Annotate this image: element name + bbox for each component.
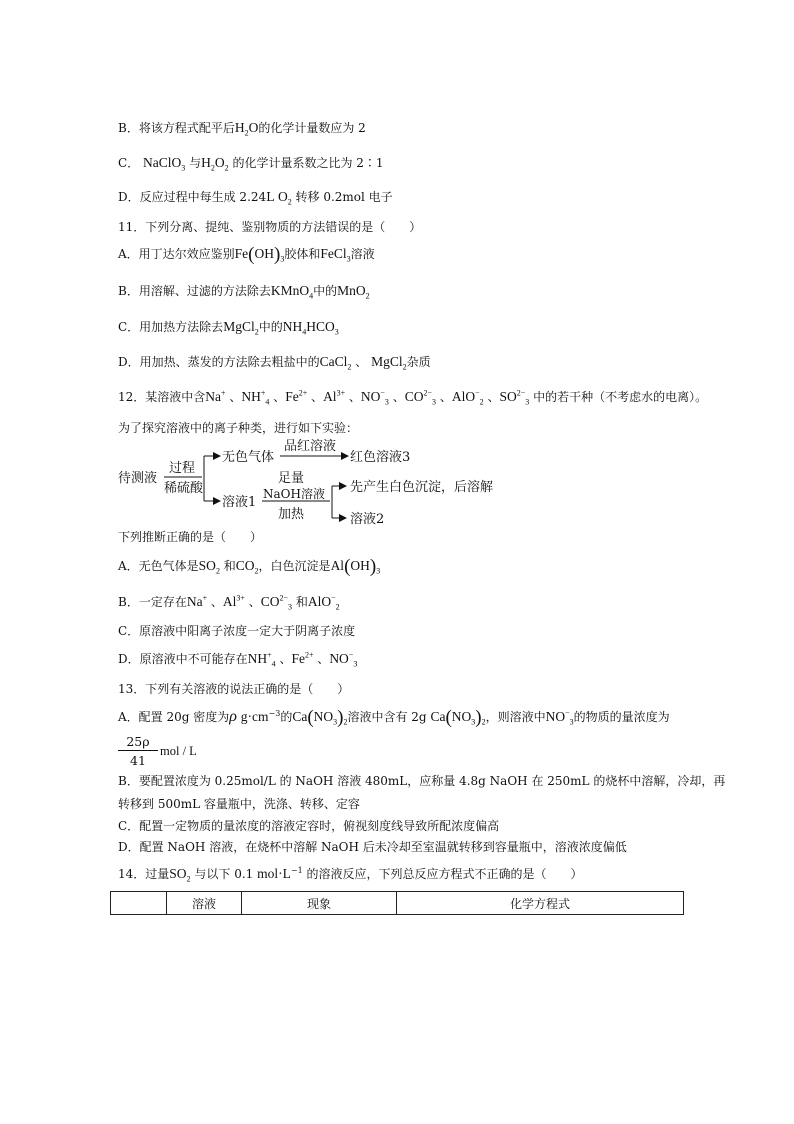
formula-mgcl2: MgCl$_2$ [223, 319, 259, 337]
diagram-result-lower: 溶液2 [350, 512, 385, 527]
diagram-reagent-bottom: 加热 [278, 507, 305, 522]
option-b-q10: B．将该方程式配平后$H_2O$的化学计量数应为 2 [118, 120, 366, 138]
option-d-q10: D．反应过程中每生成 2.24L $O_2$ 转移 0.2mol 电子 [118, 189, 393, 207]
diagram-reagent-mid: NaOH溶液 [263, 487, 325, 501]
option-b-q13-line1: B．要配置浓度为 0.25mol/L 的 NaOH 溶液 480mL，应称量 4.8g NaOH 在 250mL 的烧杯中溶解，冷却，再 [118, 774, 726, 788]
diagram-result-upper: 先产生白色沉淀，后溶解 [350, 480, 494, 495]
formula-feoh3: $Fe(OH)_3$ [234, 244, 285, 265]
diagram-reagent-top: 足量 [278, 471, 305, 486]
question-12-intro: 为了探究溶液中的离子种类，进行如下实验： [118, 421, 359, 435]
fraction-25rho-41: $\frac{25\rho}{41}$ [118, 734, 158, 768]
option-d-q13: D．配置 NaOH 溶液，在烧杯中溶解 NaOH 后未冷却至室温就转移到容量瓶中，溶液浓度偏低 [118, 840, 627, 854]
table-header-equation: 化学方程式 [397, 892, 684, 915]
question-12: 12．某溶液中含Na+ 、$NH^+_4$ 、$Fe^{2+}$ 、$Al^{3+}$ 、$NO^-_3$ 、$CO^{2-}_3$ 、AlO−$_2$ 、$SO^{2-}_3$ 中的若干种（不考虑水的电离）。 [118, 388, 708, 407]
option-a-q12: A．无色气体是$SO_2$ 和$CO_2$，白色沉淀是$Al(OH)_3$ [118, 556, 381, 577]
option-a-q13: A．配置 20g 密度为ρ $g\cdot cm^{-3}$的$Ca(NO_3)_2$溶液中含有 2g $Ca(NO_3)_2$，则溶液中$NO^-_3$的物质的量浓度为 [118, 707, 670, 728]
table-header-solution: 溶液 [167, 892, 242, 915]
option-b-q11: B．用溶解、过滤的方法除去KMnO$_4$中的MnO$_2$ [118, 283, 370, 301]
table-header-phenomenon: 现象 [242, 892, 397, 915]
formula-kmno4: KMnO$_4$ [270, 283, 314, 301]
formula-mno2: MnO$_2$ [337, 283, 370, 301]
experiment-flow-diagram [116, 436, 516, 532]
formula-nh4hco3: $NH_4HCO_3$ [282, 319, 339, 337]
option-c-q13: C．配置一定物质的量浓度的溶液定容时，俯视刻度线导致所配浓度偏高 [118, 819, 500, 833]
formula-so2: $SO_2$ [198, 558, 220, 576]
formula-naclo3: NaClO$_3$ [143, 155, 186, 173]
formula-mgcl2: MgCl$_2$ [371, 354, 407, 372]
diagram-step1-bottom: 稀硫酸 [164, 481, 204, 496]
option-a-q11: A．用丁达尔效应鉴别$Fe(OH)_3$胶体和FeCl$_3$溶液 [118, 244, 375, 265]
question-12-prompt: 下列推断正确的是（ ） [118, 530, 263, 544]
question-14: 14．过量$SO_2$ 与以下 0.1 $mol\cdot L^{-1}$ 的溶液反应，下列总反应方程式不正确的是（ ） [118, 866, 583, 884]
diagram-gas: 无色气体 [222, 450, 275, 465]
option-b-q12: B．一定存在Na+ 、$Al^{3+}$ 、$CO^{2-}_3$ 和AlO−$_2$ [118, 593, 340, 612]
formula-h2o: $H_2O$ [234, 120, 259, 138]
option-c-q12: C．原溶液中阳离子浓度一定大于阴离子浓度 [118, 624, 356, 638]
table-header-blank [111, 892, 167, 915]
diagram-step1-top: 过程 [169, 461, 196, 476]
diagram-gas-reagent: 品红溶液 [284, 439, 337, 454]
question-11: 11．下列分离、提纯、鉴别物质的方法错误的是（ ） [118, 220, 422, 234]
ion-list: Na+ [205, 388, 226, 404]
option-d-q11: D．用加热、蒸发的方法除去粗盐中的CaCl$_2$ 、 MgCl$_2$杂质 [118, 354, 431, 372]
formula-co2: $CO_2$ [235, 558, 259, 576]
question-13: 13．下列有关溶液的说法正确的是（ ） [118, 682, 350, 696]
formula-cacl2: CaCl$_2$ [319, 354, 352, 372]
table-header-row [111, 892, 684, 915]
diagram-start: 待测液 [118, 471, 158, 486]
formula-aloh3: $Al(OH)_3$ [330, 556, 381, 577]
fraction-unit: mol / L [160, 744, 197, 758]
diagram-solution1: 溶液1 [222, 495, 257, 510]
diagram-gas-result: 红色溶液3 [350, 450, 411, 465]
option-d-q12: D．原溶液中不可能存在$NH^+_4$ 、$Fe^{2+}$ 、$NO^-_3$ [118, 650, 358, 669]
formula-h2o2: $H_2O_2$ [201, 155, 229, 173]
equation-table [110, 891, 684, 915]
formula-o2: $O_2$ [277, 189, 292, 207]
formula-fecl3: FeCl$_3$ [320, 246, 351, 264]
option-c-q11: C．用加热方法除去MgCl$_2$中的$NH_4HCO_3$ [118, 319, 339, 337]
option-c-q10: C． NaClO$_3$ 与$H_2O_2$ 的化学计量系数之比为 2∶1 [118, 155, 384, 173]
option-b-q13-line2: 转移到 500mL 容量瓶中，洗涤、转移、定容 [118, 797, 360, 811]
